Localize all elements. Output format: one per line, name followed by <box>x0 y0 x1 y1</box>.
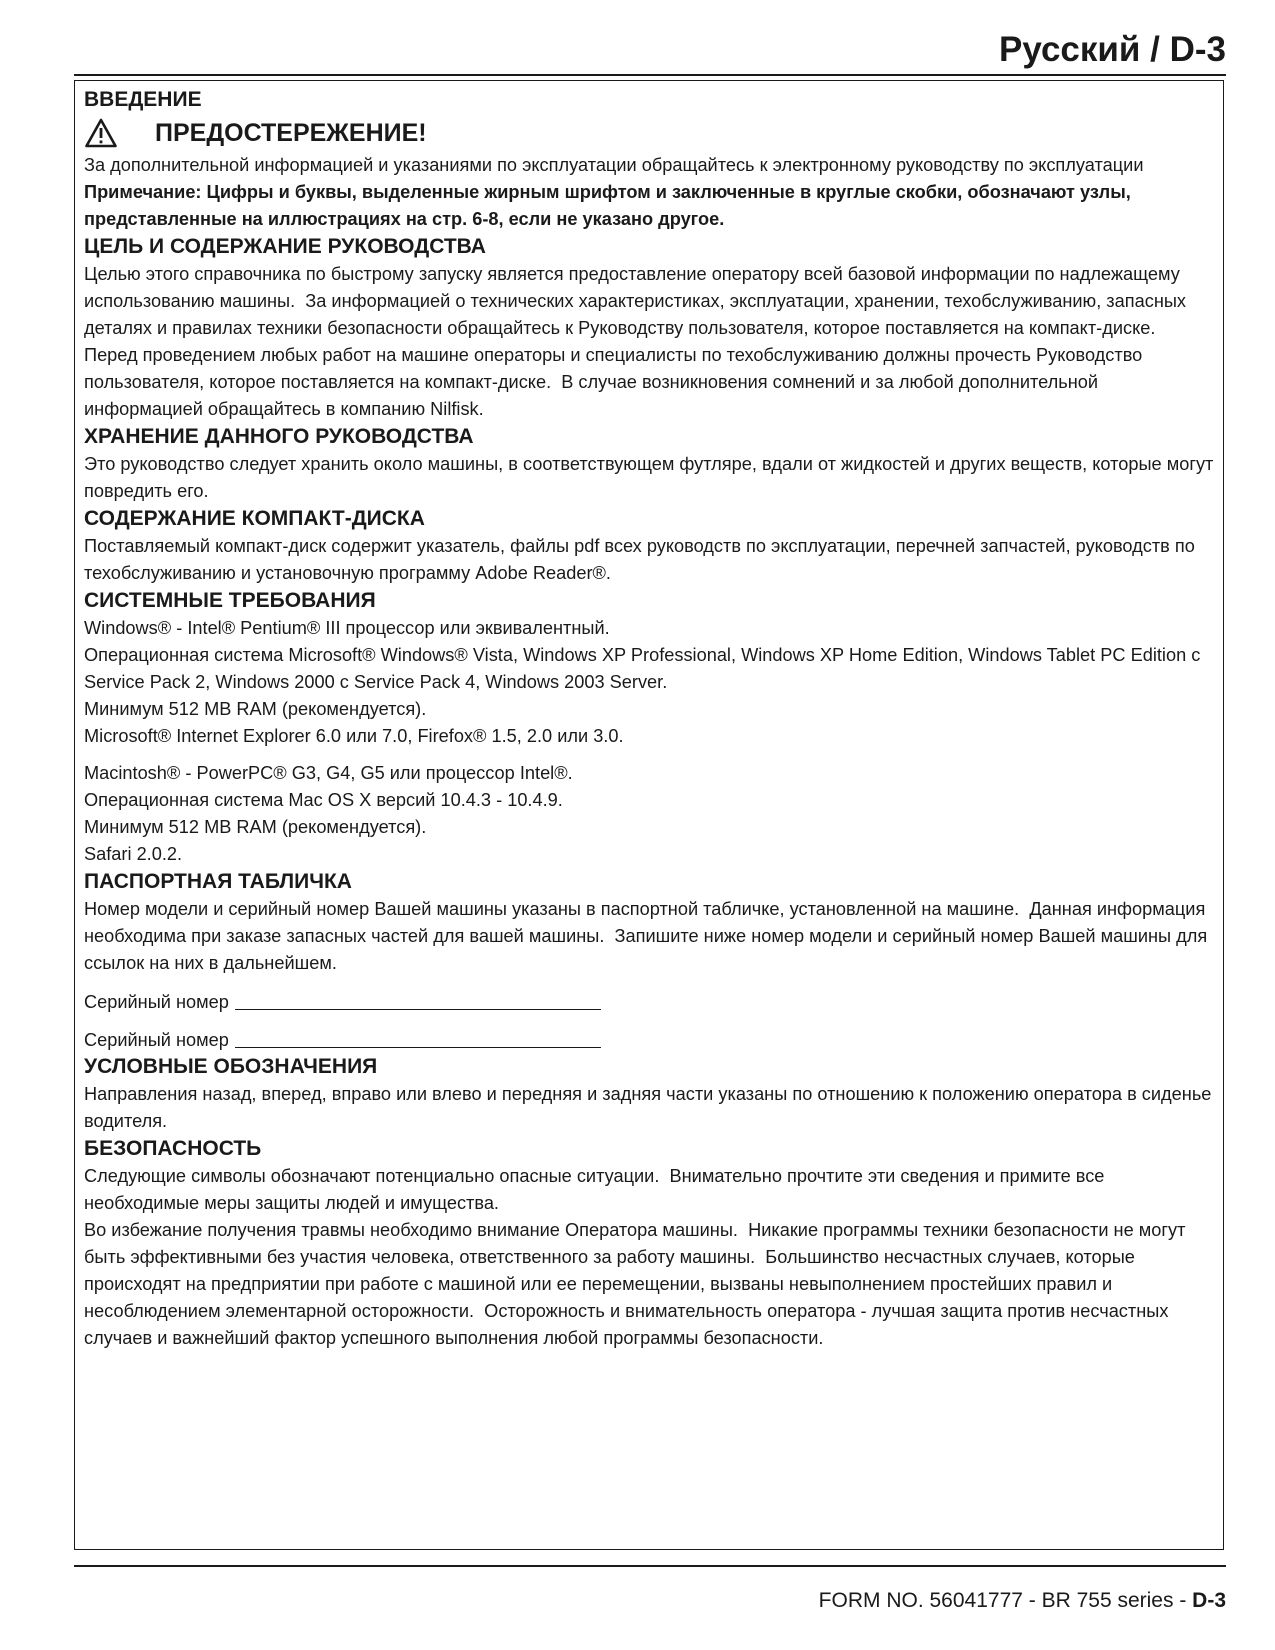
note-text: Примечание: Цифры и буквы, выделенные жирным шрифтом и заключенные в круглые скобки, обозначают узлы, представленные на иллюстрациях на стр. 6-8, если не указано другое. <box>84 182 1136 229</box>
section-heading-system: СИСТЕМНЫЕ ТРЕБОВАНИЯ <box>84 589 376 612</box>
section-heading-nameplate: ПАСПОРТНАЯ ТАБЛИЧКА <box>84 870 352 893</box>
system-mac-line: Минимум 512 MB RAM (рекомендуется). <box>84 817 427 837</box>
footer-divider <box>74 1565 1226 1567</box>
spacer <box>84 977 1217 987</box>
cd-text: Поставляемый компакт-диск содержит указатель, файлы pdf всех руководств по эксплуатации, перечней запчастей, руководств по техобслуживанию и установочную программу Adobe Reader®. <box>84 536 1200 583</box>
spacer <box>84 1015 1217 1025</box>
serial-number-blank-line <box>235 1047 601 1048</box>
system-windows-line: Операционная система Microsoft® Windows® Vista, Windows XP Professional, Windows XP Home Edition, Windows Tablet PC Edition с Service Pack 2, Windows 2000 с Service Pack 4, Windows 2003 Server. <box>84 645 1206 692</box>
serial-number-blank-line <box>235 1009 601 1010</box>
system-mac-line: Safari 2.0.2. <box>84 844 183 864</box>
page-footer <box>0 1588 1226 1614</box>
storage-text: Это руководство следует хранить около машины, в соответствующем футляре, вдали от жидкостей и других веществ, которые могут повредить его. <box>84 454 1219 501</box>
system-mac-line: Macintosh® - PowerPC® G3, G4, G5 или процессор Intel®. <box>84 763 573 783</box>
content-frame <box>74 80 1224 1550</box>
warning-text: За дополнительной информацией и указаниями по эксплуатации обращайтесь к электронному руководству по эксплуатации <box>84 155 1144 175</box>
section-heading-conventions: УСЛОВНЫЕ ОБОЗНАЧЕНИЯ <box>84 1055 378 1078</box>
conventions-text: Направления назад, вперед, вправо или влево и передняя и задняя части указаны по отношению к положению оператора в сиденье водителя. <box>84 1084 1217 1131</box>
warning-title: ПРЕДОСТЕРЕЖЕНИЕ! <box>155 118 427 147</box>
section-heading-safety: БЕЗОПАСНОСТЬ <box>84 1137 262 1160</box>
section-heading-cd: СОДЕРЖАНИЕ КОМПАКТ-ДИСКА <box>84 507 425 530</box>
system-mac-line: Операционная система Mac OS X версий 10.4.3 - 10.4.9. <box>84 790 563 810</box>
section-heading-storage: ХРАНЕНИЕ ДАННОГО РУКОВОДСТВА <box>84 425 474 448</box>
warning-row <box>84 114 1217 152</box>
spacer <box>84 750 1217 760</box>
serial-number-label: Серийный номер <box>84 1030 229 1050</box>
section-heading-purpose: ЦЕЛЬ И СОДЕРЖАНИЕ РУКОВОДСТВА <box>84 235 486 258</box>
serial-number-field <box>84 987 1217 1015</box>
safety-text: Во избежание получения травмы необходимо внимание Оператора машины. Никакие программы техники безопасности не могут быть эффективными без участия человека, ответственного за работу машины. Большинство несчастных случаев, которые происходят на предприятии при работе с машиной или ее перемещении, вызваны невыполнением простейших правил и несоблюдением элементарной осторожности. Осторожность и внимательность оператора - лучшая защита против несчастных случаев и важнейший фактор успешного выполнения любой программы безопасности. <box>84 1220 1191 1348</box>
system-windows-line: Windows® - Intel® Pentium® III процессор или эквивалентный. <box>84 618 610 638</box>
header-divider <box>74 74 1226 76</box>
purpose-text: Целью этого справочника по быстрому запуску является предоставление оператору всей базовой информации по надлежащему использованию машины. За информацией о технических характеристиках, эксплуатации, хранении, техобслуживанию, запасных деталях и правилах техники безопасности обращайтесь к Руководству пользователя, которое поставляется на компакт-диске. Перед проведением любых работ на машине операторы и специалисты по техобслуживанию должны прочесть Руководство пользователя, которое поставляется на компакт-диске. В случае возникновения сомнений и за любой дополнительной информацией обращайтесь в компанию Nilfisk. <box>84 264 1192 419</box>
section-heading-intro: ВВЕДЕНИЕ <box>84 88 202 111</box>
serial-number-field <box>84 1025 1217 1053</box>
form-number: FORM NO. 56041777 - BR 755 series - <box>818 1589 1193 1612</box>
system-windows-line: Microsoft® Internet Explorer 6.0 или 7.0, Firefox® 1.5, 2.0 или 3.0. <box>84 726 624 746</box>
nameplate-text: Номер модели и серийный номер Вашей машины указаны в паспортной табличке, установленной на машине. Данная информация необходима при заказе запасных частей для вашей машины. Запишите ниже номер модели и серийный номер Вашей машины для ссылок на них в дальнейшем. <box>84 899 1213 973</box>
warning-triangle-icon <box>85 118 117 148</box>
safety-text: Следующие символы обозначают потенциально опасные ситуации. Внимательно прочтите эти сведения и примите все необходимые меры защиты людей и имущества. <box>84 1166 1110 1213</box>
system-windows-line: Минимум 512 MB RAM (рекомендуется). <box>84 699 427 719</box>
serial-number-label: Серийный номер <box>84 992 229 1012</box>
page-title: Русский / D-3 <box>999 30 1226 69</box>
content-body <box>84 86 1217 1352</box>
page-number: D-3 <box>1192 1589 1226 1612</box>
